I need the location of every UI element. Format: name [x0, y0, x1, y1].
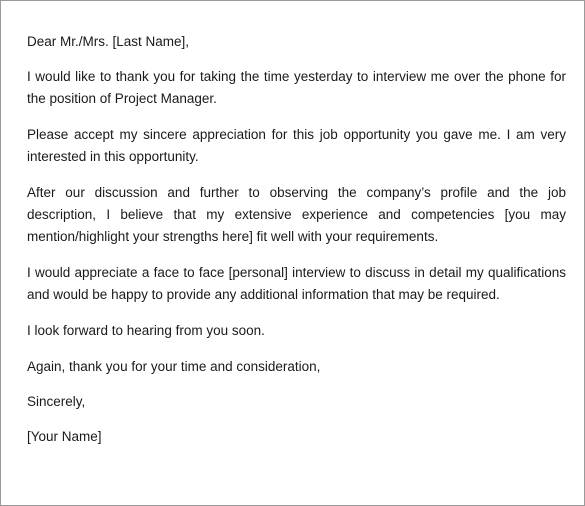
closing-line: Again, thank you for your time and consideration,	[27, 359, 321, 374]
paragraph-discussion: After our discussion and further to observing the company’s profile and the job description, I believe that my extensive experience and competencies [you may mention/highlight your strengths here] fit well with your requirements.	[27, 185, 566, 244]
paragraph-look-forward: I look forward to hearing from you soon.	[27, 323, 265, 338]
paragraph-interview-request: I would appreciate a face to face [personal] interview to discuss in detail my qualifications and would be happy to provide any additional information that may be required.	[27, 265, 566, 302]
salutation: Dear Mr./Mrs. [Last Name],	[27, 34, 190, 49]
signoff: Sincerely,	[27, 394, 86, 409]
paragraph-thanks: I would like to thank you for taking the time yesterday to interview me over the phone for the position of Project Manager.	[27, 69, 566, 106]
signature: [Your Name]	[27, 429, 102, 444]
paragraph-appreciation: Please accept my sincere appreciation for this job opportunity you gave me. I am very interested in this opportunity.	[27, 127, 566, 164]
